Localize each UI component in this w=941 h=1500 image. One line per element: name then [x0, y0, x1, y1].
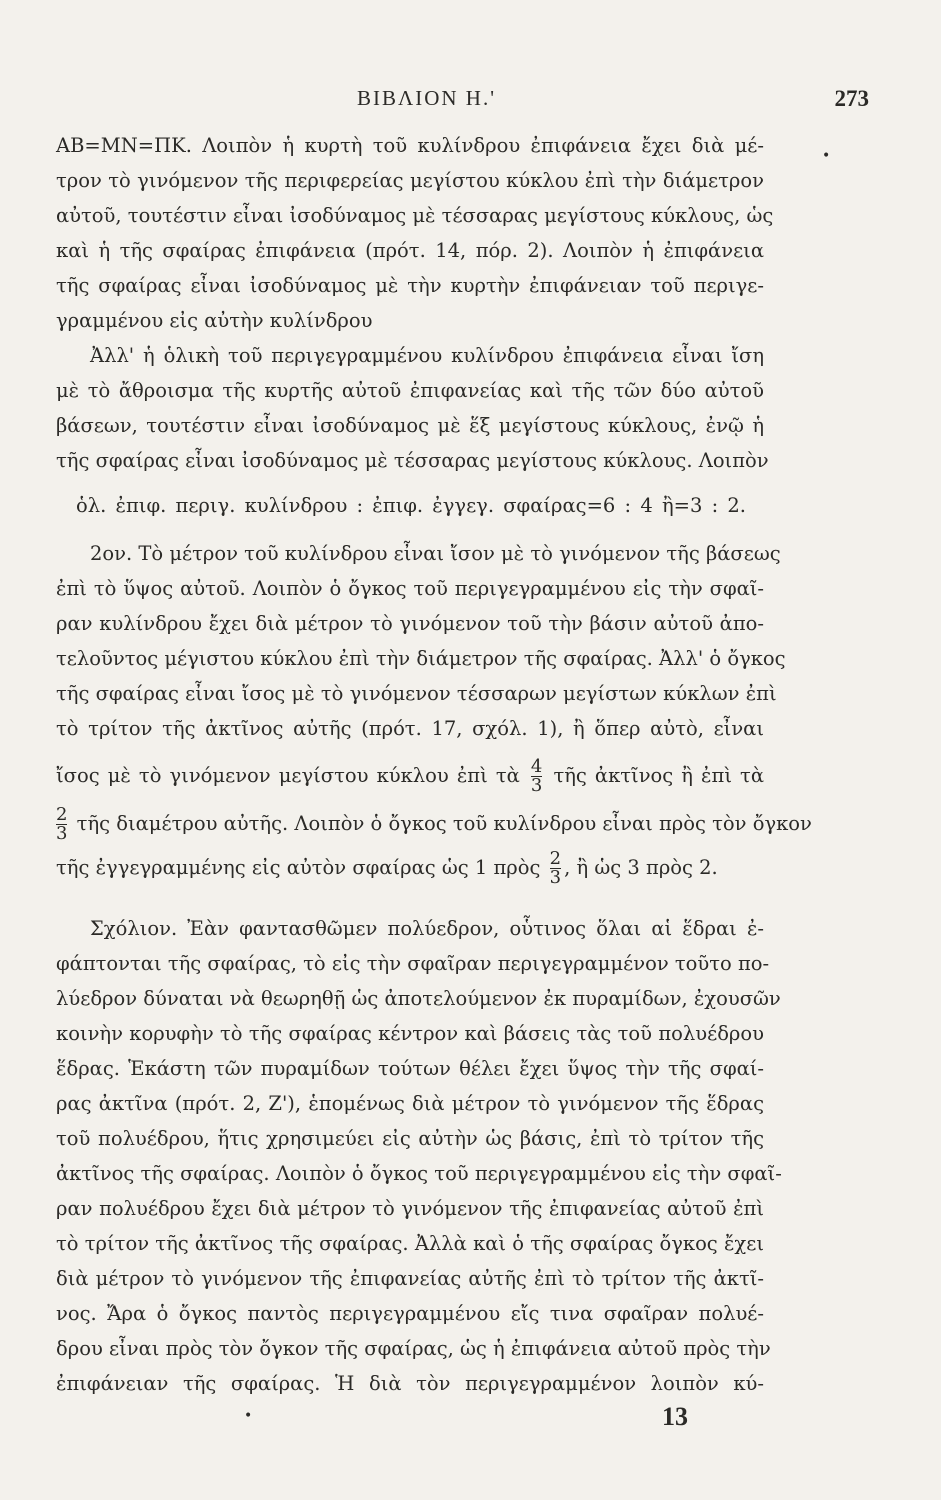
scholion-line: ἀκτῖνος τῆς σφαίρας. Λοιπὸν ὁ ὄγκος τοῦ περιγεγραμμένου εἰς τὴν σφαῖ-	[56, 1162, 782, 1185]
scholion-line: νος. Ἄρα ὁ ὄγκος παντὸς περιγεγραμμένου εἴς τινα σφαῖραν πολυέ-	[56, 1302, 764, 1325]
scholion-line: διὰ μέτρον τὸ γινόμενον τῆς ἐπιφανείας αὐτῆς ἐπὶ τὸ τρίτον τῆς ἀκτῖ-	[56, 1267, 764, 1290]
fraction-text-line	[56, 850, 764, 887]
fraction-text-line	[56, 758, 764, 795]
fraction	[531, 758, 542, 795]
text-fragment: ἴσος μὲ τὸ γινόμενον μεγίστου κύκλου ἐπὶ τὰ	[56, 764, 520, 787]
page-header	[62, 86, 869, 116]
text-line: γραμμένου εἰς αὐτὴν κυλίνδρου	[56, 309, 373, 332]
text-line: ΑΒ=ΜΝ=ΠΚ. Λοιπὸν ἡ κυρτὴ τοῦ κυλίνδρου ἐπιφάνεια ἔχει διὰ μέ-	[56, 134, 764, 157]
text-line: Ἀλλ' ἡ ὁλικὴ τοῦ περιγεγραμμένου κυλίνδρου ἐπιφάνεια εἶναι ἴση	[90, 344, 764, 367]
scholion-line: Σχόλιον. Ἐὰν φαντασθῶμεν πολύεδρον, οὗτινος ὅλαι αἱ ἕδραι ἐ-	[90, 917, 764, 940]
fraction-denominator: 3	[549, 867, 562, 888]
scholion-line: ἐπιφάνειαν τῆς σφαίρας. Ἡ διὰ τὸν περιγεγραμμένον λοιπὸν κύ-	[56, 1372, 764, 1395]
scholion-line: τοῦ πολυέδρου, ἥτις χρησιμεύει εἰς αὐτὴν ὡς βάσις, ἐπὶ τὸ τρίτον τῆς	[56, 1127, 764, 1150]
ink-dot: •	[822, 148, 831, 164]
text-line: τῆς σφαίρας εἶναι ἴσος μὲ τὸ γινόμενον τέσσαρων μεγίστων κύκλων ἐπὶ	[56, 682, 777, 705]
fraction	[550, 850, 561, 887]
running-title: ΒΙΒΛΙΟΝ Η.'	[356, 86, 496, 110]
scholion-line: φάπτονται τῆς σφαίρας, τὸ εἰς τὴν σφαῖραν περιγεγραμμένον τοῦτο πο-	[56, 952, 770, 975]
equation-line: ὁλ. ἐπιφ. περιγ. κυλίνδρου : ἐπιφ. ἐγγεγ. σφαίρας=6 : 4 ἢ=3 : 2.	[76, 494, 746, 517]
fraction-numerator: 2	[549, 848, 562, 869]
text-line: τελοῦντος μέγιστου κύκλου ἐπὶ τὴν διάμετρον τῆς σφαίρας. Ἀλλ' ὁ ὄγκος	[56, 647, 786, 670]
scholion-line: δρου εἶναι πρὸς τὸν ὄγκον τῆς σφαίρας, ὡς ἡ ἐπιφάνεια αὐτοῦ πρὸς τὴν	[56, 1337, 771, 1360]
fraction-denominator: 3	[530, 775, 543, 796]
scholion-line: τὸ τρίτον τῆς ἀκτῖνος τῆς σφαίρας. Ἀλλὰ καὶ ὁ τῆς σφαίρας ὄγκος ἔχει	[56, 1232, 764, 1255]
text-fragment: τῆς ἀκτῖνος ἢ ἐπὶ τὰ	[553, 764, 765, 787]
text-line: 2ον. Τὸ μέτρον τοῦ κυλίνδρου εἶναι ἴσον μὲ τὸ γινόμενον τῆς βάσεως	[90, 542, 781, 565]
fraction-denominator: 3	[56, 823, 68, 844]
text-line: βάσεων, τουτέστιν εἶναι ἰσοδύναμος μὲ ἕξ μεγίστους κύκλους, ἐνῷ ἡ	[56, 414, 764, 437]
text-line: αὐτοῦ, τουτέστιν εἶναι ἰσοδύναμος μὲ τέσσαρας μεγίστους κύκλους, ὡς	[56, 204, 774, 227]
scholion-line: ρας ἀκτῖνα (πρότ. 2, Ζ'), ἑπομένως διὰ μέτρον τὸ γινόμενον τῆς ἕδρας	[56, 1092, 764, 1115]
text-line: ραν κυλίνδρου ἔχει διὰ μέτρον τὸ γινόμενον τοῦ τὴν βάσιν αὐτοῦ ἀπο-	[56, 612, 764, 635]
text-line: τρον τὸ γινόμενον τῆς περιφερείας μεγίστου κύκλου ἐπὶ τὴν διάμετρον	[56, 169, 764, 192]
scholion-line: κοινὴν κορυφὴν τὸ τῆς σφαίρας κέντρον καὶ βάσεις τὰς τοῦ πολυέδρου	[56, 1022, 764, 1045]
fraction	[56, 806, 67, 843]
text-line: τῆς σφαίρας εἶναι ἰσοδύναμος μὲ τέσσαρας μεγίστους κύκλους. Λοιπὸν	[56, 449, 769, 472]
scholion-line: ἕδρας. Ἑκάστη τῶν πυραμίδων τούτων θέλει ἔχει ὕψος τὴν τῆς σφαί-	[56, 1057, 764, 1080]
text-fragment: τῆς ἐγγεγραμμένης εἰς αὐτὸν σφαίρας ὡς 1 πρὸς	[56, 856, 541, 879]
ink-dot: •	[244, 1408, 253, 1424]
text-line: μὲ τὸ ἄθροισμα τῆς κυρτῆς αὐτοῦ ἐπιφανείας καὶ τῆς τῶν δύο αὐτοῦ	[56, 379, 764, 402]
fraction-numerator: 2	[56, 804, 68, 825]
text-line: καὶ ἡ τῆς σφαίρας ἐπιφάνεια (πρότ. 14, πόρ. 2). Λοιπὸν ἡ ἐπιφάνεια	[56, 239, 764, 262]
text-line: τὸ τρίτον τῆς ἀκτῖνος αὐτῆς (πρότ. 17, σχόλ. 1), ἢ ὅπερ αὐτὸ, εἶναι	[56, 717, 764, 740]
scholion-line: ραν πολυέδρου ἔχει διὰ μέτρον τὸ γινόμενον τῆς ἐπιφανείας αὐτοῦ ἐπὶ	[56, 1197, 764, 1220]
page-number: 273	[834, 86, 869, 111]
signature-mark: 13	[662, 1402, 688, 1431]
text-line: ἐπὶ τὸ ὕψος αὐτοῦ. Λοιπὸν ὁ ὄγκος τοῦ περιγεγραμμένου εἰς τὴν σφαῖ-	[56, 577, 764, 600]
text-fragment: τῆς διαμέτρου αὐτῆς. Λοιπὸν ὁ ὄγκος τοῦ κυλίνδρου εἶναι πρὸς τὸν ὄγκον	[76, 812, 812, 835]
fraction-numerator: 4	[530, 756, 543, 777]
text-fragment: , ἢ ὡς 3 πρὸς 2.	[564, 856, 718, 879]
text-line: τῆς σφαίρας εἶναι ἰσοδύναμος μὲ τὴν κυρτὴν ἐπιφάνειαν τοῦ περιγε-	[56, 274, 764, 297]
scholion-line: λύεδρον δύναται νὰ θεωρηθῇ ὡς ἀποτελούμενον ἐκ πυραμίδων, ἐχουσῶν	[56, 987, 781, 1010]
fraction-text-line	[56, 804, 812, 844]
